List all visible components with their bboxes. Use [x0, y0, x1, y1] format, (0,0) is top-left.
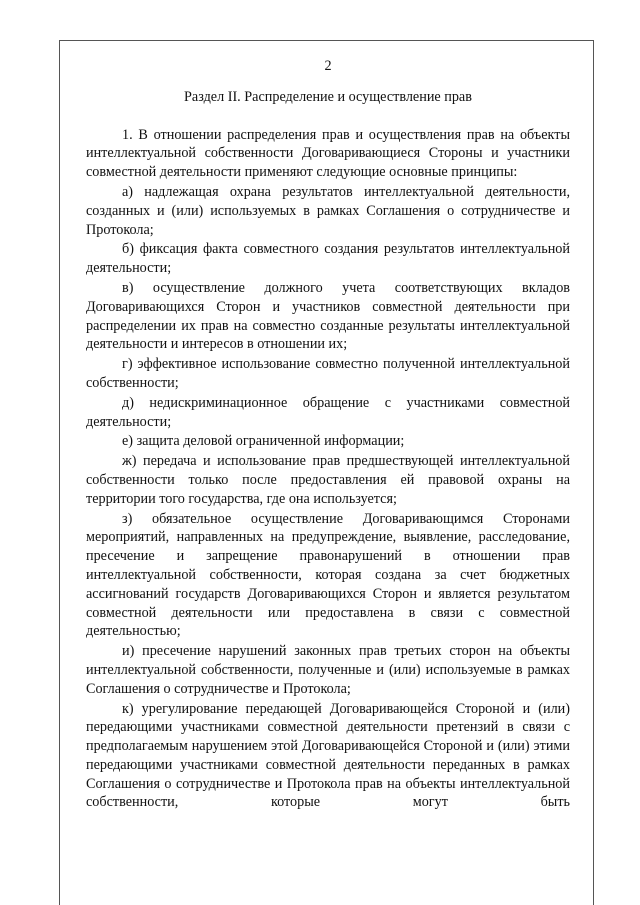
- page-number: 2: [324, 58, 332, 74]
- paragraph-principle-i: и) пресечение нарушений законных прав третьих сторон на объекты интеллектуальной собственности, полученные и (или) используемые в рамках Соглашения о сотрудничестве и Протокола;: [86, 643, 570, 697]
- paragraph-principle-a: а) надлежащая охрана результатов интеллектуальной деятельности, созданных и (или) используемых в рамках Соглашения о сотрудничестве и Протокола;: [86, 183, 570, 238]
- paragraph-principle-b: б) фиксация факта совместного создания результатов интеллектуальной деятельности;: [86, 241, 570, 277]
- paragraph-principle-z: з) обязательное осуществление Договаривающимся Сторонами мероприятий, направленных на предупреждение, выявление, расследование, пресечение и запрещение правонарушений в отношении прав интеллектуальной собственности, которая создана за счет бюджетных ассигнований государств Договаривающихся Сторон и является результатом совместной деятельности или предоставлена в связи с совместной деятельностью;: [86, 510, 570, 640]
- paragraph-principle-e: е) защита деловой ограниченной информации;: [122, 433, 405, 450]
- paragraph-principle-g: г) эффективное использование совместно полученной интеллектуальной собственности;: [86, 356, 570, 391]
- paragraph-principle-k: к) урегулирование передающей Договаривающейся Стороной и (или) передающими участниками совместной деятельности претензий в связи с предполагаемым нарушением этой Договаривающейся Стороной и (или) этими передающими участниками совместной деятельности переданных в рамках Соглашения о сотрудничестве и Протокола прав на объекты интеллектуальной собственности, которые могут быть: [86, 700, 570, 811]
- paragraph-1-intro: 1. В отношении распределения прав и осуществления прав на объекты интеллектуальной собственности Договаривающиеся Стороны и участники совместной деятельности применяют следующие основные принципы:: [86, 126, 570, 181]
- paragraph-principle-zh: ж) передача и использование прав предшествующей интеллектуальной собственности только после предоставления ей правовой охраны на территории того государства, где она используется;: [86, 453, 570, 507]
- section-title: Раздел II. Распределение и осуществление прав: [184, 88, 472, 105]
- document-page: [86, 57, 570, 812]
- paragraph-principle-v: в) осуществление должного учета соответствующих вкладов Договаривающихся Сторон и участников совместной деятельности при распределении их прав на совместно созданные результаты интеллектуальной деятельности и интересов в отношении их;: [86, 279, 570, 353]
- paragraph-principle-d: д) недискриминационное обращение с участниками совместной деятельности;: [86, 394, 570, 430]
